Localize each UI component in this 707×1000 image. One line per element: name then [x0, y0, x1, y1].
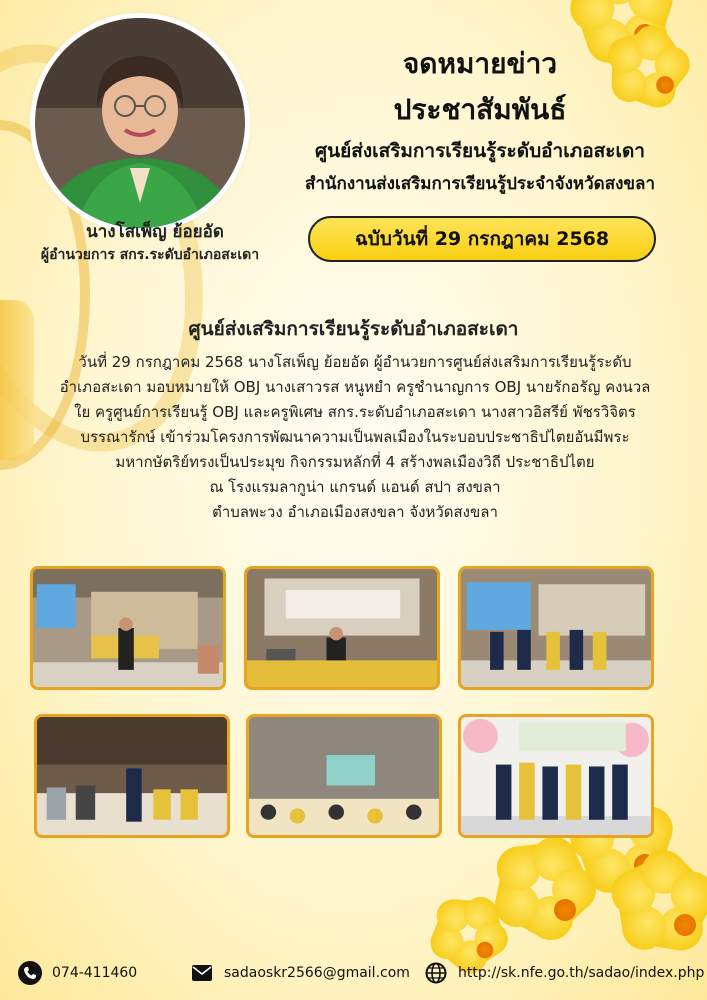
website-link[interactable]: http://sk.nfe.go.th/sadao/index.php	[458, 965, 705, 981]
article-line: อำเภอสะเดา มอบหมายให้ OBJ นางเสาวรส หนูหยำ ครูชำนาญการ OBJ นายรักอรัญ คงนวล	[59, 378, 651, 396]
director-portrait	[35, 18, 245, 228]
organization-name: ศูนย์ส่งเสริมการเรียนรู้ระดับอำเภอสะเดา	[315, 140, 645, 162]
event-photo	[34, 714, 230, 838]
event-photo	[30, 566, 226, 690]
article-line: ตำบลพะวง อำเภอเมืองสงขลา จังหวัดสงขลา	[212, 503, 498, 521]
footer-email	[190, 958, 410, 988]
flower-decoration	[520, 865, 610, 955]
event-photo	[458, 566, 654, 690]
envelope-icon	[190, 961, 214, 985]
phone-number[interactable]: 074-411460	[52, 965, 138, 981]
issue-date-badge: ฉบับวันที่ 29 กรกฎาคม 2568	[308, 216, 656, 262]
article-body	[40, 350, 670, 525]
article-line: มหากษัตริย์ทรงเป็นประมุข กิจกรรมหลักที่ 4 สร้างพลเมืองวิถี ประชาธิปไตย	[115, 453, 595, 471]
email-address[interactable]: sadaoskr2566@gmail.com	[224, 965, 410, 981]
globe-icon	[424, 961, 448, 985]
article-line: บรรณารักษ์ เข้าร่วมโครงการพัฒนาความเป็นพลเมืองในระบอบประชาธิปไตยอันมีพระ	[80, 428, 630, 446]
phone-icon	[18, 961, 42, 985]
article-title: ศูนย์ส่งเสริมการเรียนรู้ระดับอำเภอสะเดา	[188, 318, 519, 340]
event-photo	[244, 566, 440, 690]
event-photo	[458, 714, 654, 838]
article-line: วันที่ 29 กรกฎาคม 2568 นางโสเพ็ญ ย้อยอัด ผู้อำนวยการศูนย์ส่งเสริมการเรียนรู้ระดับ	[78, 353, 632, 371]
parent-organization: สำนักงานส่งเสริมการเรียนรู้ประจำจังหวัดสงขลา	[304, 174, 655, 194]
director-name: นางโสเพ็ญ ย้อยอัด	[86, 222, 224, 242]
footer-website	[424, 958, 704, 988]
article-line: ณ โรงแรมลากูน่า แกรนด์ แอนด์ สปา สงขลา	[209, 478, 501, 496]
footer-phone	[18, 958, 137, 988]
flower-decoration	[640, 880, 707, 970]
newsletter-title: จดหมายข่าว	[402, 47, 558, 80]
event-photo	[246, 714, 442, 838]
article-line: ใย ครูศูนย์การเรียนรู้ OBJ และครูพิเศษ สกร.ระดับอำเภอสะเดา นางสาวอิสรีย์ พัชรวิจิตร	[74, 403, 636, 421]
director-position: ผู้อำนวยการ สกร.ระดับอำเภอสะเดา	[40, 247, 260, 263]
newsletter-subtitle: ประชาสัมพันธ์	[393, 93, 567, 126]
